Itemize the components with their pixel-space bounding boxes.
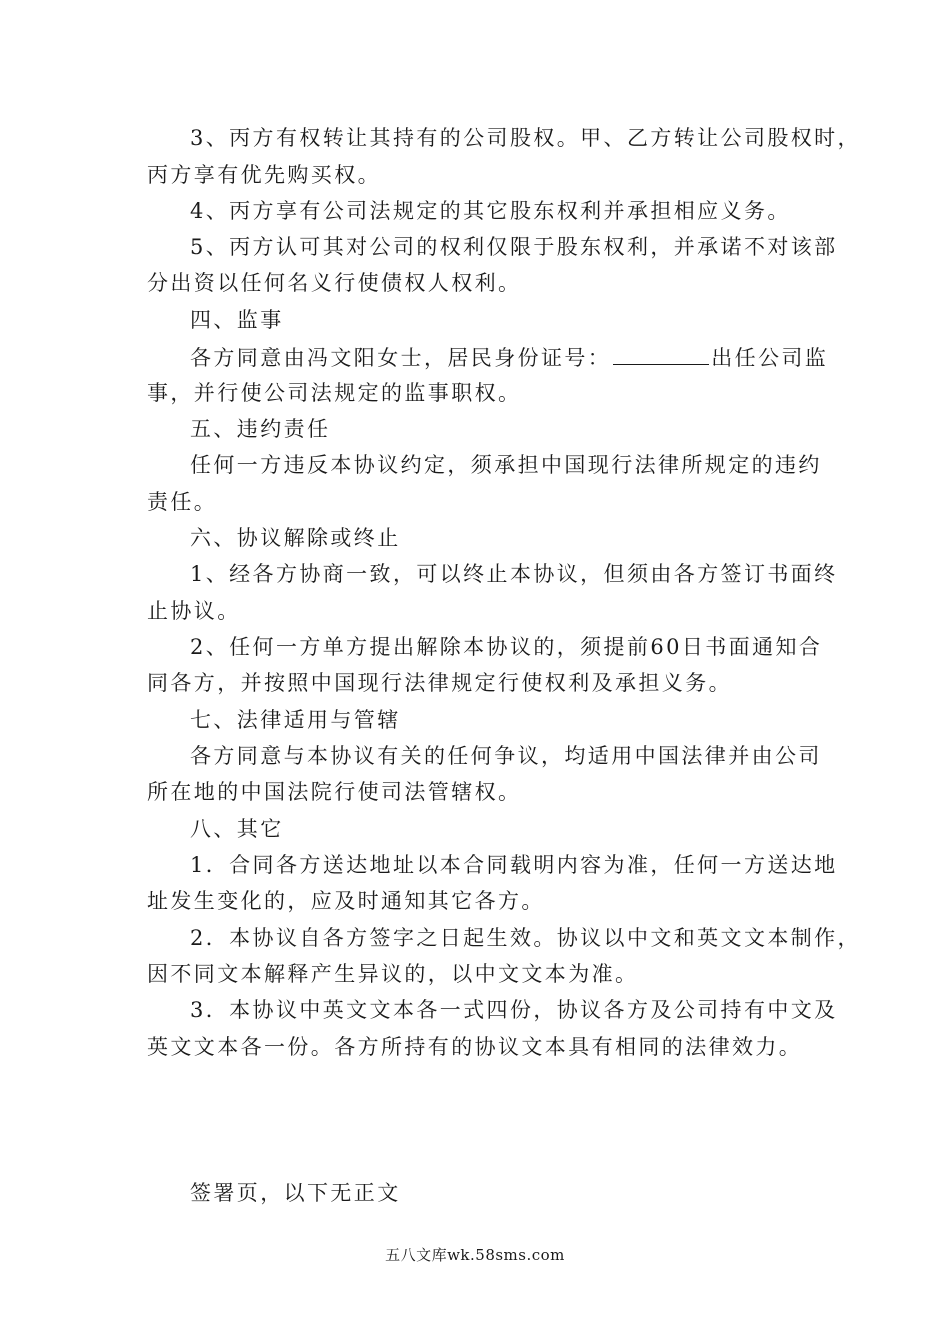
footer-watermark: 五八文库wk.58sms.com xyxy=(385,1246,565,1264)
law-line-1: 各方同意与本协议有关的任何争议，均适用中国法律并由公司 xyxy=(190,744,822,768)
clause-5-line-2: 分出资以任何名义行使债权人权利。 xyxy=(147,271,522,295)
law-line-2: 所在地的中国法院行使司法管辖权。 xyxy=(147,780,522,804)
termination-1-line-2: 止协议。 xyxy=(147,599,241,623)
section-heading-law: 七、法律适用与管辖 xyxy=(190,708,401,732)
other-2-line-1: 2．本协议自各方签字之日起生效。协议以中文和英文文本制作， xyxy=(190,926,861,950)
clause-5-line-1: 5、丙方认可其对公司的权利仅限于股东权利，并承诺不对该部 xyxy=(190,235,838,259)
section-heading-termination: 六、协议解除或终止 xyxy=(190,526,401,550)
id-number-blank xyxy=(613,344,709,365)
termination-1-line-1: 1、经各方协商一致，可以终止本协议，但须由各方签订书面终 xyxy=(190,562,838,586)
supervisor-text-after: 出任公司监 xyxy=(711,346,829,370)
breach-line-1: 任何一方违反本协议约定，须承担中国现行法律所规定的违约 xyxy=(190,453,822,477)
section-heading-breach: 五、违约责任 xyxy=(190,417,331,441)
supervisor-text-before: 各方同意由冯文阳女士，居民身份证号： xyxy=(190,346,612,370)
termination-2-line-1: 2、任何一方单方提出解除本协议的，须提前60日书面通知合 xyxy=(190,635,823,659)
termination-2-line-2: 同各方，并按照中国现行法律规定行使权利及承担义务。 xyxy=(147,671,732,695)
breach-line-2: 责任。 xyxy=(147,490,218,514)
clause-4: 4、丙方享有公司法规定的其它股东权利并承担相应义务。 xyxy=(190,199,791,223)
other-1-line-2: 址发生变化的，应及时通知其它各方。 xyxy=(147,889,545,913)
supervisor-line-2: 事，并行使公司法规定的监事职权。 xyxy=(147,381,522,405)
other-3-line-1: 3．本协议中英文文本各一式四份，协议各方及公司持有中文及 xyxy=(190,998,838,1022)
other-1-line-1: 1．合同各方送达地址以本合同载明内容为准，任何一方送达地 xyxy=(190,853,838,877)
section-heading-other: 八、其它 xyxy=(190,817,284,841)
other-3-line-2: 英文文本各一份。各方所持有的协议文本具有相同的法律效力。 xyxy=(147,1035,803,1059)
other-2-line-2: 因不同文本解释产生异议的，以中文文本为准。 xyxy=(147,962,639,986)
section-heading-supervisor: 四、监事 xyxy=(190,308,284,332)
clause-3-line-2: 丙方享有优先购买权。 xyxy=(147,163,381,187)
clause-3-line-1: 3、丙方有权转让其持有的公司股权。甲、乙方转让公司股权时， xyxy=(190,126,861,150)
signature-page-note: 签署页，以下无正文 xyxy=(190,1181,401,1205)
supervisor-line-1 xyxy=(190,344,828,370)
